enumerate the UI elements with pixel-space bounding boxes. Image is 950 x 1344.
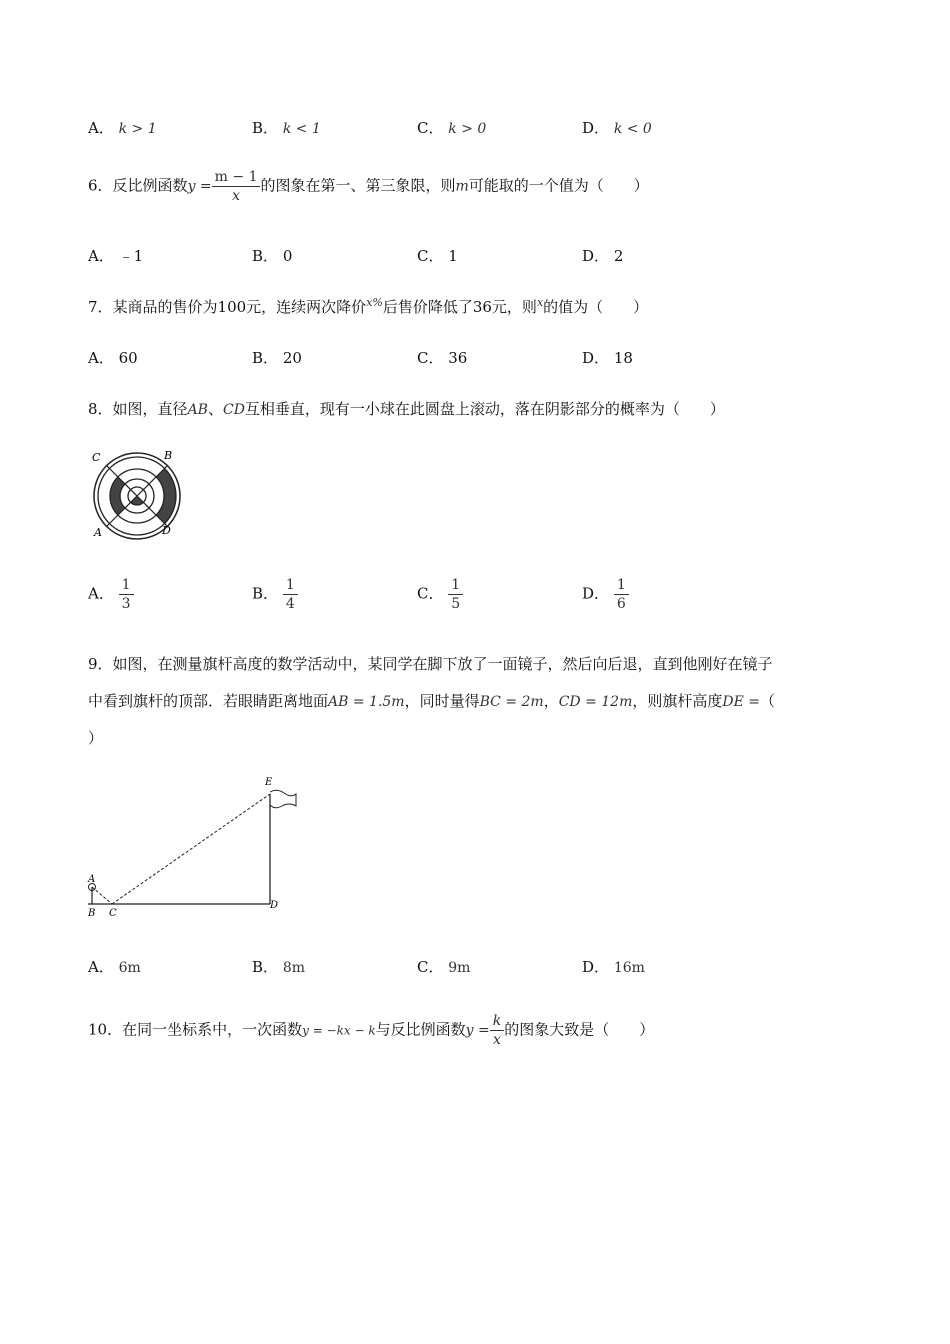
q9-option-b: B． 8m bbox=[252, 958, 305, 976]
q8-label-b: B bbox=[164, 449, 173, 462]
q6-option-c: C． 1 bbox=[417, 247, 458, 265]
q7-option-a: A． 60 bbox=[88, 349, 138, 367]
q9-label-d: D bbox=[270, 900, 279, 911]
q9-label-b: B bbox=[88, 908, 96, 919]
q8-target-figure bbox=[84, 446, 194, 540]
q7-option-b: B． 20 bbox=[252, 349, 302, 367]
q9-label-e: E bbox=[265, 777, 273, 788]
q5-option-b: B． k < 1 bbox=[252, 119, 321, 137]
q8-label-d: D bbox=[162, 524, 171, 537]
q8-option-d: D． $\frac{1}{6}$ bbox=[582, 576, 629, 613]
q6-fraction: $\frac{m - 1}{x}$ bbox=[212, 168, 261, 205]
q10-stem: 10．在同一坐标系中，一次函数y = −kx − k与反比例函数y = $\frac{k}{x}$ 的图象大致是（ ） bbox=[88, 1013, 655, 1048]
q6-option-b: B． 0 bbox=[252, 247, 293, 265]
q9-stem-line3: ） bbox=[88, 729, 104, 747]
q8-stem: 8．如图，直径AB、CD互相垂直，现有一小球在此圆盘上滚动，落在阴影部分的概率为（ ） bbox=[88, 400, 725, 418]
q8-label-a: A bbox=[94, 526, 102, 539]
q8-label-c: C bbox=[92, 451, 101, 464]
q9-flagpole-figure bbox=[84, 774, 304, 920]
q9-label-a: A bbox=[88, 874, 96, 885]
q7-option-d: D． 18 bbox=[582, 349, 633, 367]
q7-option-c: C． 36 bbox=[417, 349, 468, 367]
q9-option-a: A． 6m bbox=[88, 958, 141, 976]
q5-option-c: C． k > 0 bbox=[417, 119, 487, 137]
q7-stem: 7．某商品的售价为100元，连续两次降价$^{x\%}$后售价降低了36元，则$^x$的值为（ ） bbox=[88, 296, 649, 316]
q5-option-d: D． k < 0 bbox=[582, 119, 652, 137]
q10-fraction: $\frac{k}{x}$ bbox=[490, 1012, 504, 1049]
q6-option-a: A． ﹣1 bbox=[88, 247, 144, 265]
q8-option-c: C． $\frac{1}{5}$ bbox=[417, 576, 463, 613]
q6-option-d: D． 2 bbox=[582, 247, 624, 265]
q9-option-d: D． 16m bbox=[582, 958, 645, 976]
q9-stem-line1: 9．如图，在测量旗杆高度的数学活动中，某同学在脚下放了一面镜子，然后向后退，直到他刚好在镜子 bbox=[88, 655, 773, 673]
q9-label-c: C bbox=[109, 908, 117, 919]
q9-stem-line2: 中看到旗杆的顶部．若眼睛距离地面AB = 1.5m，同时量得BC = 2m，CD = 12m，则旗杆高度DE =（ bbox=[88, 692, 776, 710]
q8-option-a: A． $\frac{1}{3}$ bbox=[88, 576, 134, 613]
q9-option-c: C． 9m bbox=[417, 958, 471, 976]
q8-option-b: B． $\frac{1}{4}$ bbox=[252, 576, 298, 613]
q6-stem: 6．反比例函数y = $\frac{m - 1}{x}$ 的图象在第一、第三象限，则m可能取的一个值为（ ） bbox=[88, 169, 649, 204]
q5-option-a: A． k > 1 bbox=[88, 119, 157, 137]
